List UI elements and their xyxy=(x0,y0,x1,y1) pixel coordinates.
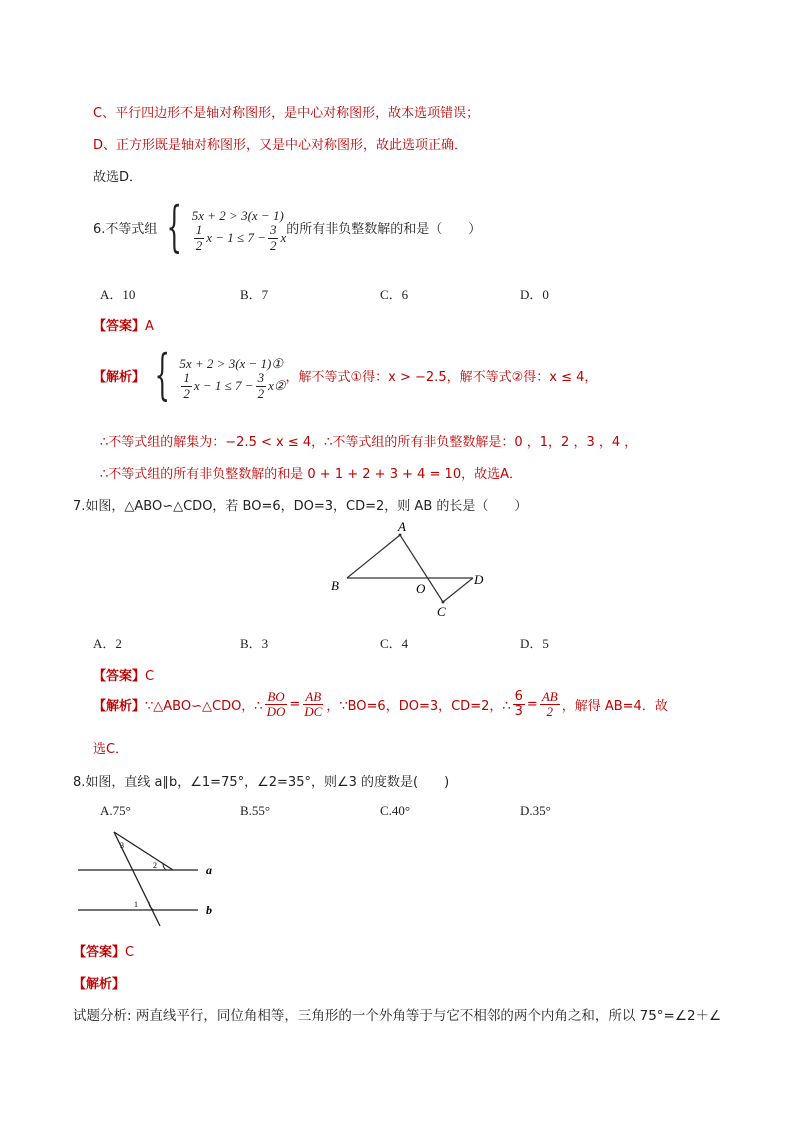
q6-frac1-den: 2 xyxy=(195,237,203,253)
q7-analysis xyxy=(93,690,668,720)
q6-option-b: B．7 xyxy=(240,287,269,302)
q8-option-a: A.75° xyxy=(100,803,131,818)
q6-an-row2-b: x② xyxy=(268,378,286,393)
label-three: 3 xyxy=(120,841,124,850)
q8-figure xyxy=(70,828,230,928)
answer-value: C xyxy=(125,945,135,960)
q7-option-a: A．2 xyxy=(93,636,122,651)
q7-an-a: ∵△ABO∽△CDO，∴ xyxy=(145,699,263,715)
question-7-stem: 7.如图，△ABO∽△CDO，若 BO=6，DO=3，CD=2，则 AB 的长是（ ） xyxy=(73,499,528,514)
q6-analysis xyxy=(93,343,598,406)
label-two: 2 xyxy=(153,861,157,870)
analysis-label: 【解析】 xyxy=(93,699,146,715)
q7-f2-num: AB xyxy=(305,689,322,704)
q6-an-frac1-den: 2 xyxy=(183,385,190,401)
question-8-stem: 8.如图，直线 a∥b，∠1=75°，∠2=35°，则∠3 的度数是( ) xyxy=(73,775,450,790)
q6-an-row1: 5x + 2 > 3(x − 1)① xyxy=(179,356,284,371)
q6-an-frac2-den: 2 xyxy=(257,385,265,401)
q6-inequality-system xyxy=(157,195,287,258)
choose-d-line: 故选D． xyxy=(93,170,143,185)
q8-analysis-label: 【解析】 xyxy=(73,977,126,992)
q7-eq2: = xyxy=(526,697,538,713)
q7-f2-den: DC xyxy=(304,704,323,720)
q6-row2-a: x − 1 ≤ 7 − xyxy=(206,230,266,245)
q8-option-d: D.35° xyxy=(520,803,551,818)
q7-f4-num: AB xyxy=(541,689,558,704)
q6-row1: 5x + 2 > 3(x − 1) xyxy=(191,208,284,223)
answer-label: 【答案】 xyxy=(93,319,146,334)
q6-an-row2-a: x − 1 ≤ 7 − xyxy=(193,378,254,393)
label-d: D xyxy=(474,572,484,587)
q7-f4-den: 2 xyxy=(546,704,554,720)
q8-answer xyxy=(73,941,134,960)
q6-frac1-num: 1 xyxy=(195,222,203,238)
q6-frac2-den: 2 xyxy=(269,237,277,253)
label-a: a xyxy=(206,863,212,877)
analysis-label: 【解析】 xyxy=(93,369,146,385)
q7-f3-den: 3 xyxy=(514,704,523,720)
q7-f1-den: DO xyxy=(266,704,286,720)
q7-answer xyxy=(93,665,154,684)
q8-analysis-text: 试题分析: 两直线平行，同位角相等，三角形的一个外角等于与它不相邻的两个内角之和，所以 75°=∠2＋∠ xyxy=(73,1008,722,1024)
q7-figure xyxy=(320,518,500,618)
q7-option-b: B．3 xyxy=(240,636,269,651)
label-o: O xyxy=(416,581,426,596)
q7-option-c: C．4 xyxy=(380,636,409,651)
q7-f1-num: BO xyxy=(267,689,285,704)
label-c: C xyxy=(437,604,446,618)
q6-frac2-num: 3 xyxy=(269,222,277,238)
q6-suffix: 的所有非负整数解的和是（ ） xyxy=(286,221,482,237)
q7-eq: = xyxy=(289,697,301,713)
q6-an-rest: ，解不等式①得：x > −2.5，解不等式②得：x ≤ 4， xyxy=(285,369,598,385)
q7-f3-num: 6 xyxy=(514,689,523,704)
answer-label: 【答案】 xyxy=(93,669,146,684)
q7-an-c: ，解得 AB=4．故 xyxy=(561,699,668,715)
q7-option-d: D．5 xyxy=(520,636,549,651)
option-c-explanation: C、平行四边形不是轴对称图形，是中心对称图形，故本选项错误； xyxy=(93,106,480,121)
q6-solution-set-line: ∴不等式组的解集为：−2.5 < x ≤ 4，∴不等式组的所有非负整数解是：0 ，1，2 ，3 ，4 ， xyxy=(100,435,638,450)
segment-ba xyxy=(347,535,400,578)
segment-cd xyxy=(443,578,473,602)
label-one: 1 xyxy=(134,900,138,909)
label-a: A xyxy=(398,519,406,534)
label-b: B xyxy=(331,578,339,593)
label-b: b xyxy=(206,903,212,917)
answer-value: C xyxy=(145,669,155,684)
q6-prefix: 6.不等式组 xyxy=(93,221,158,237)
q6-option-a: A．10 xyxy=(100,287,136,302)
q8-option-b: B.55° xyxy=(240,803,271,818)
q8-option-c: C.40° xyxy=(380,803,411,818)
answer-value: A xyxy=(145,319,154,334)
q6-sum-line: ∴不等式组的所有非负整数解的和是 0 + 1 + 2 + 3 + 4 = 10，故选A． xyxy=(100,467,522,482)
q6-row2-b: x xyxy=(280,230,287,245)
option-d-explanation: D、正方形既是轴对称图形，又是中心对称图形，故此选项正确． xyxy=(93,138,468,153)
q6-an-frac2-num: 3 xyxy=(257,370,265,386)
q7-analysis-end: 选C． xyxy=(93,742,129,757)
q6-an-frac1-num: 1 xyxy=(183,370,190,386)
question-6-stem xyxy=(93,195,482,258)
q6-answer xyxy=(93,315,154,334)
brace-icon: { xyxy=(166,195,183,258)
q6-analysis-system xyxy=(145,343,286,406)
q7-an-b: ，∵BO=6，DO=3，CD=2，∴ xyxy=(326,699,511,715)
q6-option-c: C．6 xyxy=(380,287,409,302)
q6-option-d: D．0 xyxy=(520,287,549,302)
brace-icon: { xyxy=(154,343,170,406)
answer-label: 【答案】 xyxy=(73,945,126,960)
